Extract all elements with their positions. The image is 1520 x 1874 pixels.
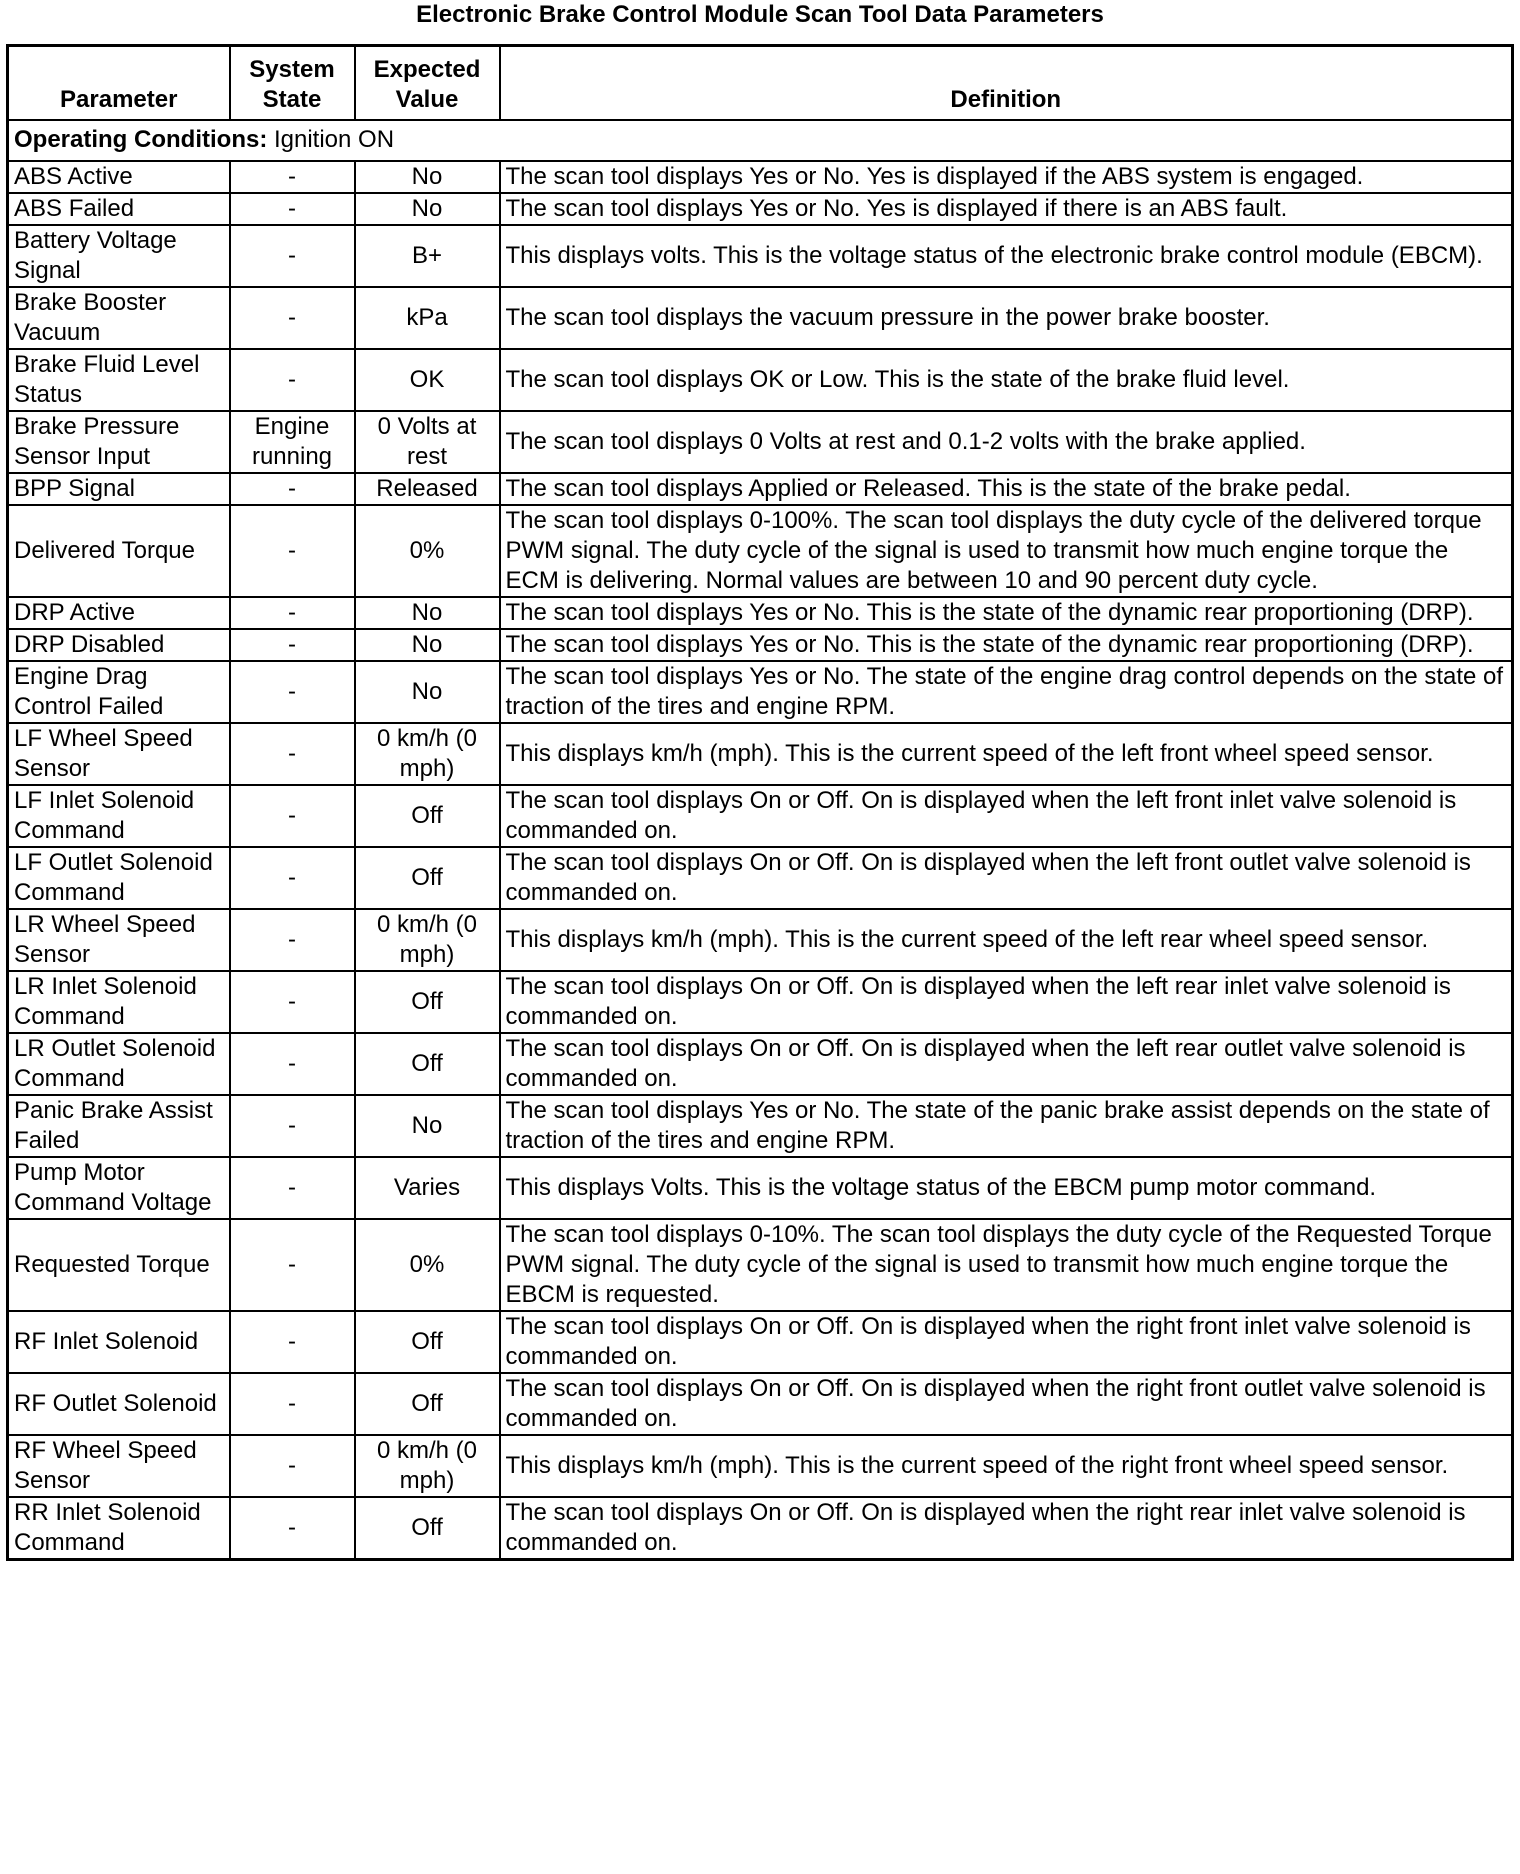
definition-cell: The scan tool displays Yes or No. The state of the panic brake assist depends on the state of traction of the tires and engine RPM.	[500, 1095, 1513, 1157]
parameter-cell: LF Wheel Speed Sensor	[8, 723, 230, 785]
header-parameter: Parameter	[8, 46, 230, 120]
table-row	[8, 629, 1513, 661]
parameter-cell: BPP Signal	[8, 473, 230, 505]
parameter-cell: Battery Voltage Signal	[8, 225, 230, 287]
header-system-state: System State	[230, 46, 355, 120]
operating-conditions-row	[8, 120, 1513, 161]
page-title: Electronic Brake Control Module Scan Tool Data Parameters	[416, 1, 1104, 28]
table-row	[8, 1095, 1513, 1157]
expected-value-cell: No	[355, 597, 500, 629]
table-row	[8, 1373, 1513, 1435]
table-row	[8, 661, 1513, 723]
expected-value-cell: 0 Volts at rest	[355, 411, 500, 473]
expected-value-cell: Off	[355, 1497, 500, 1560]
system-state-cell: -	[230, 909, 355, 971]
definition-cell: The scan tool displays Yes or No. This is the state of the dynamic rear proportioning (DRP).	[500, 629, 1513, 661]
table-row	[8, 1219, 1513, 1311]
parameter-cell: Pump Motor Command Voltage	[8, 1157, 230, 1219]
system-state-cell: -	[230, 287, 355, 349]
definition-cell: This displays km/h (mph). This is the current speed of the left rear wheel speed sensor.	[500, 909, 1513, 971]
system-state-cell: -	[230, 349, 355, 411]
expected-value-cell: Released	[355, 473, 500, 505]
operating-conditions	[8, 120, 1513, 161]
system-state-cell: -	[230, 225, 355, 287]
expected-value-cell: 0%	[355, 505, 500, 597]
parameter-cell: Brake Fluid Level Status	[8, 349, 230, 411]
table-row	[8, 1435, 1513, 1497]
expected-value-cell: No	[355, 661, 500, 723]
definition-cell: The scan tool displays On or Off. On is displayed when the left rear outlet valve solenoid is commanded on.	[500, 1033, 1513, 1095]
operating-conditions-label: Operating Conditions:	[14, 126, 268, 153]
table-row	[8, 723, 1513, 785]
expected-value-cell: 0 km/h (0 mph)	[355, 723, 500, 785]
table-row	[8, 225, 1513, 287]
table-row	[8, 785, 1513, 847]
table-row	[8, 193, 1513, 225]
parameter-cell: RF Outlet Solenoid	[8, 1373, 230, 1435]
table-row	[8, 287, 1513, 349]
expected-value-cell: B+	[355, 225, 500, 287]
system-state-cell: -	[230, 1033, 355, 1095]
expected-value-cell: Off	[355, 1311, 500, 1373]
expected-value-cell: Off	[355, 971, 500, 1033]
table-row	[8, 505, 1513, 597]
table-row	[8, 473, 1513, 505]
definition-cell: The scan tool displays Yes or No. Yes is displayed if the ABS system is engaged.	[500, 161, 1513, 193]
definition-cell: The scan tool displays On or Off. On is displayed when the left front inlet valve solenoid is commanded on.	[500, 785, 1513, 847]
definition-cell: The scan tool displays On or Off. On is displayed when the left rear inlet valve solenoid is commanded on.	[500, 971, 1513, 1033]
definition-cell: This displays Volts. This is the voltage status of the EBCM pump motor command.	[500, 1157, 1513, 1219]
system-state-cell: -	[230, 193, 355, 225]
expected-value-cell: No	[355, 629, 500, 661]
parameter-cell: Panic Brake Assist Failed	[8, 1095, 230, 1157]
definition-cell: The scan tool displays 0 Volts at rest and 0.1-2 volts with the brake applied.	[500, 411, 1513, 473]
expected-value-cell: 0 km/h (0 mph)	[355, 909, 500, 971]
parameter-cell: LR Wheel Speed Sensor	[8, 909, 230, 971]
table-row	[8, 349, 1513, 411]
definition-cell: The scan tool displays On or Off. On is displayed when the left front outlet valve solenoid is commanded on.	[500, 847, 1513, 909]
table-row	[8, 1157, 1513, 1219]
expected-value-cell: Off	[355, 1033, 500, 1095]
system-state-cell: -	[230, 1497, 355, 1560]
table-row	[8, 161, 1513, 193]
system-state-cell: -	[230, 1157, 355, 1219]
parameter-cell: DRP Active	[8, 597, 230, 629]
definition-cell: The scan tool displays On or Off. On is displayed when the right rear inlet valve solenoid is commanded on.	[500, 1497, 1513, 1560]
parameter-cell: ABS Active	[8, 161, 230, 193]
expected-value-cell: 0 km/h (0 mph)	[355, 1435, 500, 1497]
expected-value-cell: kPa	[355, 287, 500, 349]
expected-value-cell: Off	[355, 847, 500, 909]
expected-value-cell: No	[355, 1095, 500, 1157]
parameter-cell: Delivered Torque	[8, 505, 230, 597]
header-row	[8, 46, 1513, 120]
system-state-cell: -	[230, 473, 355, 505]
expected-value-cell: 0%	[355, 1219, 500, 1311]
expected-value-cell: Varies	[355, 1157, 500, 1219]
definition-cell: The scan tool displays Yes or No. This is the state of the dynamic rear proportioning (DRP).	[500, 597, 1513, 629]
definition-cell: The scan tool displays Applied or Released. This is the state of the brake pedal.	[500, 473, 1513, 505]
parameter-cell: LR Outlet Solenoid Command	[8, 1033, 230, 1095]
definition-cell: This displays km/h (mph). This is the current speed of the left front wheel speed sensor.	[500, 723, 1513, 785]
header-definition: Definition	[500, 46, 1513, 120]
expected-value-cell: No	[355, 193, 500, 225]
table-row	[8, 1497, 1513, 1560]
definition-cell: The scan tool displays Yes or No. The state of the engine drag control depends on the state of traction of the tires and engine RPM.	[500, 661, 1513, 723]
system-state-cell: -	[230, 505, 355, 597]
definition-cell: This displays km/h (mph). This is the current speed of the right front wheel speed sensor.	[500, 1435, 1513, 1497]
definition-cell: This displays volts. This is the voltage status of the electronic brake control module (EBCM).	[500, 225, 1513, 287]
system-state-cell: -	[230, 785, 355, 847]
definition-cell: The scan tool displays On or Off. On is displayed when the right front inlet valve solenoid is commanded on.	[500, 1311, 1513, 1373]
table-row	[8, 847, 1513, 909]
system-state-cell: -	[230, 597, 355, 629]
parameter-cell: RR Inlet Solenoid Command	[8, 1497, 230, 1560]
parameter-cell: DRP Disabled	[8, 629, 230, 661]
expected-value-cell: No	[355, 161, 500, 193]
expected-value-cell: Off	[355, 1373, 500, 1435]
system-state-cell: -	[230, 971, 355, 1033]
parameter-cell: Brake Pressure Sensor Input	[8, 411, 230, 473]
parameter-cell: Brake Booster Vacuum	[8, 287, 230, 349]
parameter-cell: RF Wheel Speed Sensor	[8, 1435, 230, 1497]
system-state-cell: Engine running	[230, 411, 355, 473]
parameter-cell: ABS Failed	[8, 193, 230, 225]
table-row	[8, 971, 1513, 1033]
definition-cell: The scan tool displays 0-10%. The scan tool displays the duty cycle of the Requested Torque PWM signal. The duty cycle of the signal is used to transmit how much engine torque the EBCM is requested.	[500, 1219, 1513, 1311]
system-state-cell: -	[230, 1435, 355, 1497]
system-state-cell: -	[230, 661, 355, 723]
system-state-cell: -	[230, 1311, 355, 1373]
table-row	[8, 1033, 1513, 1095]
parameters-table	[6, 44, 1514, 1561]
system-state-cell: -	[230, 847, 355, 909]
definition-cell: The scan tool displays 0-100%. The scan tool displays the duty cycle of the delivered torque PWM signal. The duty cycle of the signal is used to transmit how much engine torque the ECM is delivering. Normal values are between 10 and 90 percent duty cycle.	[500, 505, 1513, 597]
table-row	[8, 1311, 1513, 1373]
table-row	[8, 909, 1513, 971]
system-state-cell: -	[230, 723, 355, 785]
definition-cell: The scan tool displays Yes or No. Yes is displayed if there is an ABS fault.	[500, 193, 1513, 225]
parameter-cell: LR Inlet Solenoid Command	[8, 971, 230, 1033]
table-row	[8, 411, 1513, 473]
header-expected-value: Expected Value	[355, 46, 500, 120]
system-state-cell: -	[230, 1219, 355, 1311]
definition-cell: The scan tool displays OK or Low. This is the state of the brake fluid level.	[500, 349, 1513, 411]
parameter-cell: LF Inlet Solenoid Command	[8, 785, 230, 847]
expected-value-cell: OK	[355, 349, 500, 411]
parameter-cell: RF Inlet Solenoid	[8, 1311, 230, 1373]
table-row	[8, 597, 1513, 629]
definition-cell: The scan tool displays On or Off. On is displayed when the right front outlet valve solenoid is commanded on.	[500, 1373, 1513, 1435]
system-state-cell: -	[230, 161, 355, 193]
parameter-cell: LF Outlet Solenoid Command	[8, 847, 230, 909]
system-state-cell: -	[230, 629, 355, 661]
expected-value-cell: Off	[355, 785, 500, 847]
system-state-cell: -	[230, 1373, 355, 1435]
system-state-cell: -	[230, 1095, 355, 1157]
operating-conditions-value: Ignition ON	[267, 126, 395, 153]
definition-cell: The scan tool displays the vacuum pressure in the power brake booster.	[500, 287, 1513, 349]
parameter-cell: Engine Drag Control Failed	[8, 661, 230, 723]
parameter-cell: Requested Torque	[8, 1219, 230, 1311]
